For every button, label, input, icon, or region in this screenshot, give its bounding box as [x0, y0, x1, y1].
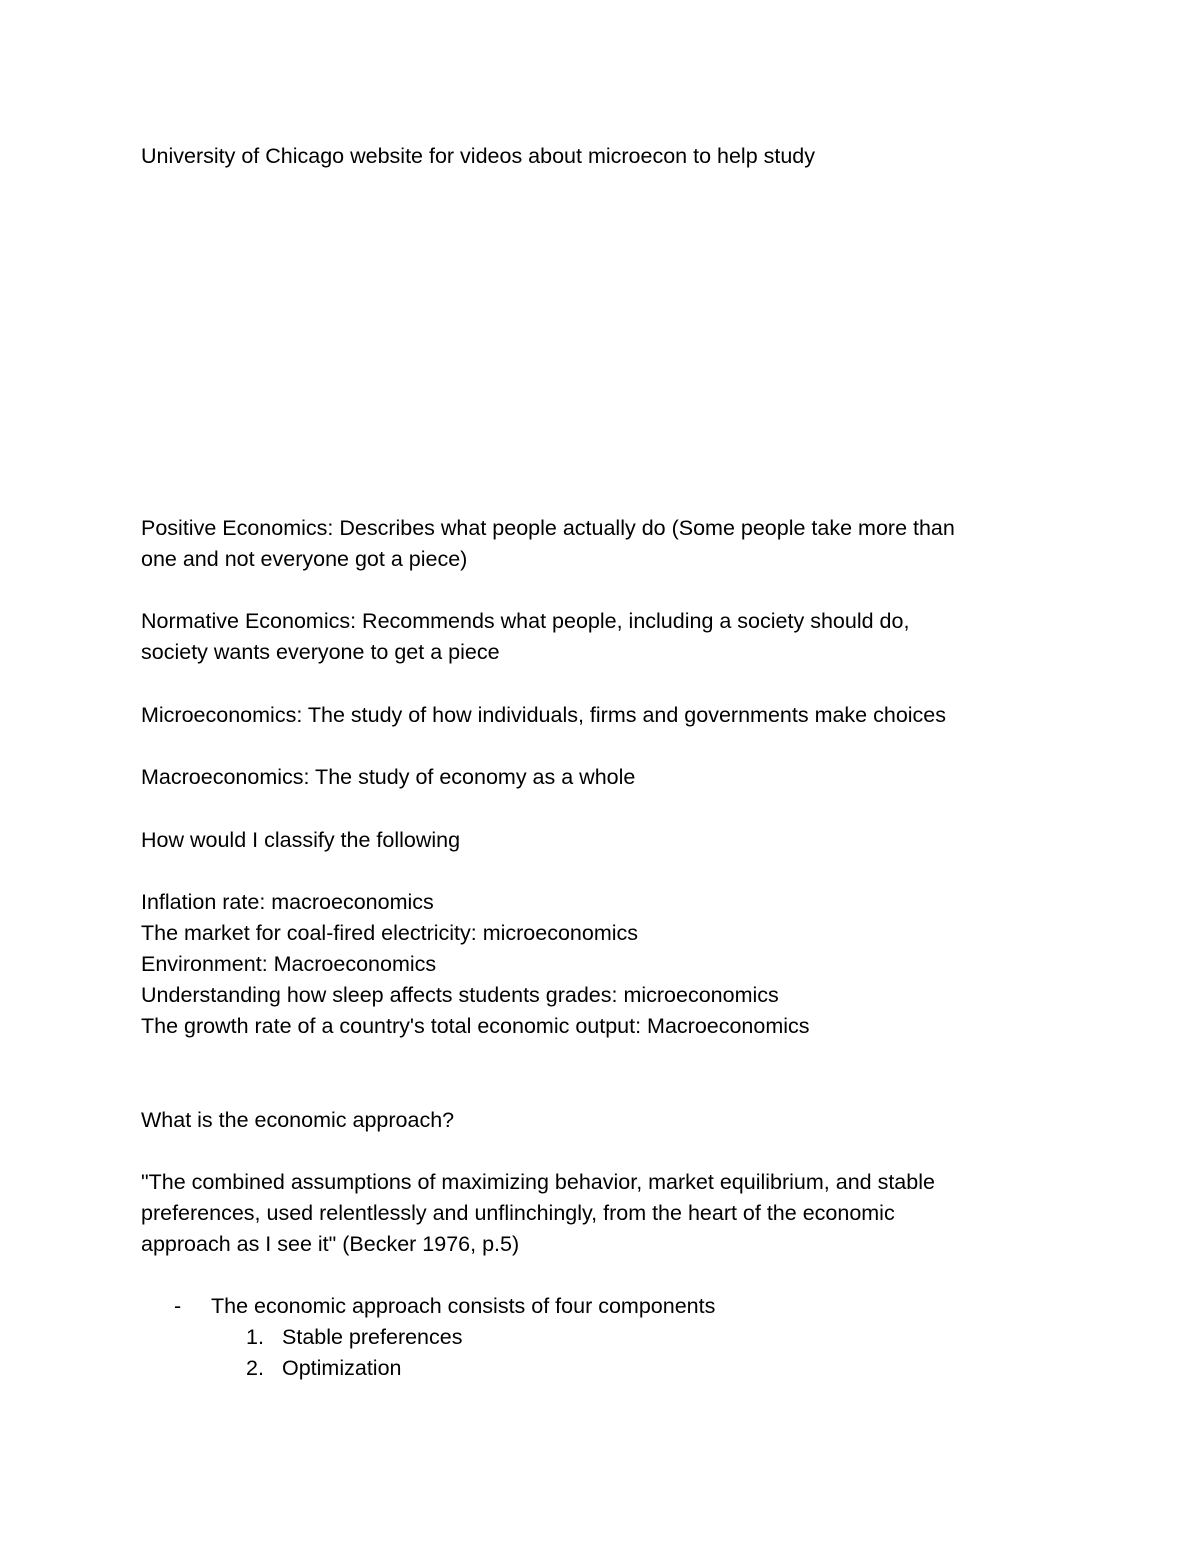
components-bullet: The economic approach consists of four components	[211, 1294, 716, 1318]
normative-economics-line-1: Normative Economics: Recommends what people, including a society should do,	[141, 609, 910, 633]
list-number: 2.	[246, 1356, 264, 1380]
classify-item: The market for coal-fired electricity: microeconomics	[141, 921, 639, 945]
becker-quote-line-3: approach as I see it" (Becker 1976, p.5)	[141, 1232, 520, 1256]
positive-economics-line-1: Positive Economics: Describes what people actually do (Some people take more than	[141, 516, 955, 540]
bullet-dash: -	[174, 1294, 182, 1318]
list-number: 1.	[246, 1325, 264, 1349]
macroeconomics-definition: Macroeconomics: The study of economy as a whole	[141, 765, 636, 789]
normative-economics-line-2: society wants everyone to get a piece	[141, 640, 500, 664]
component-item: Stable preferences	[282, 1325, 463, 1349]
classify-question: How would I classify the following	[141, 828, 461, 852]
becker-quote-line-1: "The combined assumptions of maximizing behavior, market equilibrium, and stable	[141, 1170, 935, 1194]
microeconomics-definition: Microeconomics: The study of how individuals, firms and governments make choices	[141, 703, 947, 727]
classify-item: The growth rate of a country's total economic output: Macroeconomics	[141, 1014, 810, 1038]
approach-question: What is the economic approach?	[141, 1108, 455, 1132]
becker-quote-line-2: preferences, used relentlessly and unflinchingly, from the heart of the economic	[141, 1201, 895, 1225]
classify-item: Understanding how sleep affects students grades: microeconomics	[141, 983, 779, 1007]
positive-economics-line-2: one and not everyone got a piece)	[141, 547, 468, 571]
classify-item: Environment: Macroeconomics	[141, 952, 437, 976]
component-item: Optimization	[282, 1356, 402, 1380]
classify-item: Inflation rate: macroeconomics	[141, 890, 434, 914]
intro-line: University of Chicago website for videos about microecon to help study	[141, 144, 816, 168]
